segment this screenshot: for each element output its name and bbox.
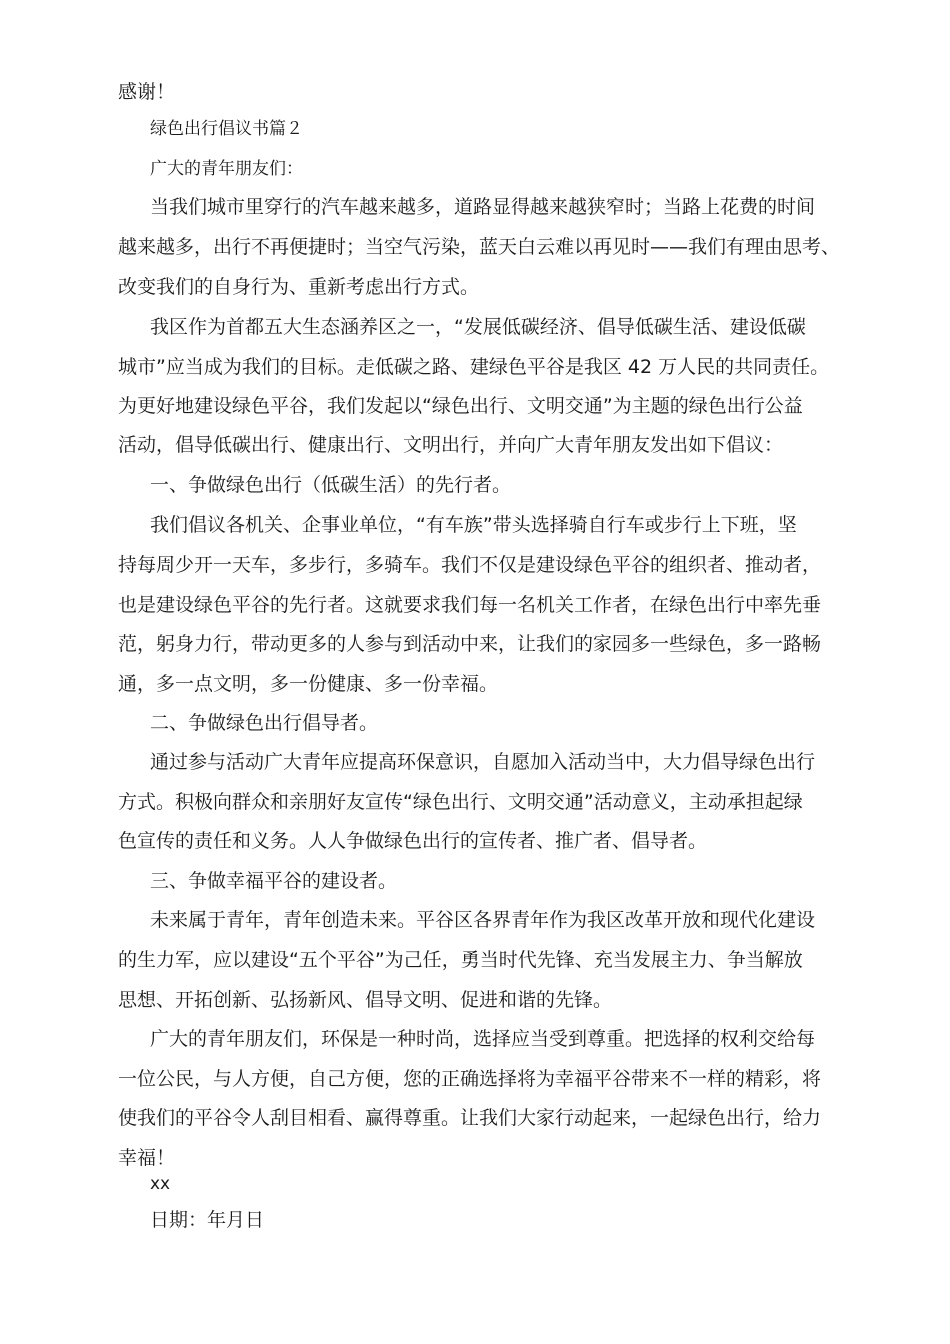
paragraph-line: 越来越多，出行不再便捷时；当空气污染，蓝天白云难以再见时——我们有理由思考、 (118, 236, 841, 258)
paragraph-line: 使我们的平谷令人刮目相看、赢得尊重。让我们大家行动起来，一起绿色出行，给力 (118, 1107, 822, 1129)
paragraph-line: 色宣传的责任和义务。人人争做绿色出行的宣传者、推广者、倡导者。 (118, 830, 708, 852)
paragraph-line: 持每周少开一天车，多步行，多骑车。我们不仅是建设绿色平谷的组织者、推动者， (118, 554, 822, 576)
paragraph-line: 的生力军，应以建设“五个平谷”为己任，勇当时代先锋、充当发展主力、争当解放 (118, 949, 803, 971)
paragraph-line: 我区作为首都五大生态涵养区之一，“发展低碳经济、倡导低碳生活、建设低碳 (150, 316, 806, 338)
heading-three: 三、争做幸福平谷的建设者。 (150, 870, 398, 892)
heading-one: 一、争做绿色出行（低碳生活）的先行者。 (150, 474, 512, 496)
paragraph-line: 我们倡议各机关、企事业单位，“有车族”带头选择骑自行车或步行上下班，坚 (150, 514, 797, 536)
paragraph-line: 通，多一点文明，多一份健康、多一份幸福。 (118, 673, 499, 695)
paragraph-line: 一位公民，与人方便，自己方便，您的正确选择将为幸福平谷带来不一样的精彩，将 (118, 1068, 822, 1090)
paragraph-line: 广大的青年朋友们，环保是一种时尚，选择应当受到尊重。把选择的权利交给每 (150, 1028, 816, 1050)
paragraph-line: 方式。积极向群众和亲朋好友宣传“绿色出行、文明交通”活动意义，主动承担起绿 (118, 791, 803, 813)
paragraph-line: 幸福！ (118, 1147, 176, 1169)
heading-two: 二、争做绿色出行倡导者。 (150, 712, 379, 734)
paragraph-line: 改变我们的自身行为、重新考虑出行方式。 (118, 276, 480, 298)
paragraph-line: 为更好地建设绿色平谷，我们发起以“绿色出行、文明交通”为主题的绿色出行公益 (118, 395, 803, 417)
salutation: 广大的青年朋友们： (150, 159, 303, 179)
section-title: 绿色出行倡议书篇２ (150, 119, 303, 139)
paragraph-line: 活动，倡导低碳出行、健康出行、文明出行，并向广大青年朋友发出如下倡议： (118, 434, 784, 456)
paragraph-line: 城市”应当成为我们的目标。走低碳之路、建绿色平谷是我区 42 万人民的共同责任。 (118, 356, 830, 378)
paragraph-line: 也是建设绿色平谷的先行者。这就要求我们每一名机关工作者，在绿色出行中率先垂 (118, 594, 822, 616)
closing-thanks: 感谢！ (118, 81, 176, 103)
paragraph-line: 当我们城市里穿行的汽车越来越多，道路显得越来越狭窄时；当路上花费的时间 (150, 196, 816, 218)
paragraph-line: 范，躬身力行，带动更多的人参与到活动中来，让我们的家园多一些绿色，多一路畅 (118, 633, 822, 655)
date-line: 日期：年月日 (150, 1209, 265, 1231)
paragraph-line: 未来属于青年，青年创造未来。平谷区各界青年作为我区改革开放和现代化建设 (150, 909, 816, 931)
signature-placeholder: xx (150, 1174, 171, 1194)
paragraph-line: 通过参与活动广大青年应提高环保意识，自愿加入活动当中，大力倡导绿色出行 (150, 751, 816, 773)
paragraph-line: 思想、开拓创新、弘扬新风、倡导文明、促进和谐的先锋。 (118, 989, 613, 1011)
